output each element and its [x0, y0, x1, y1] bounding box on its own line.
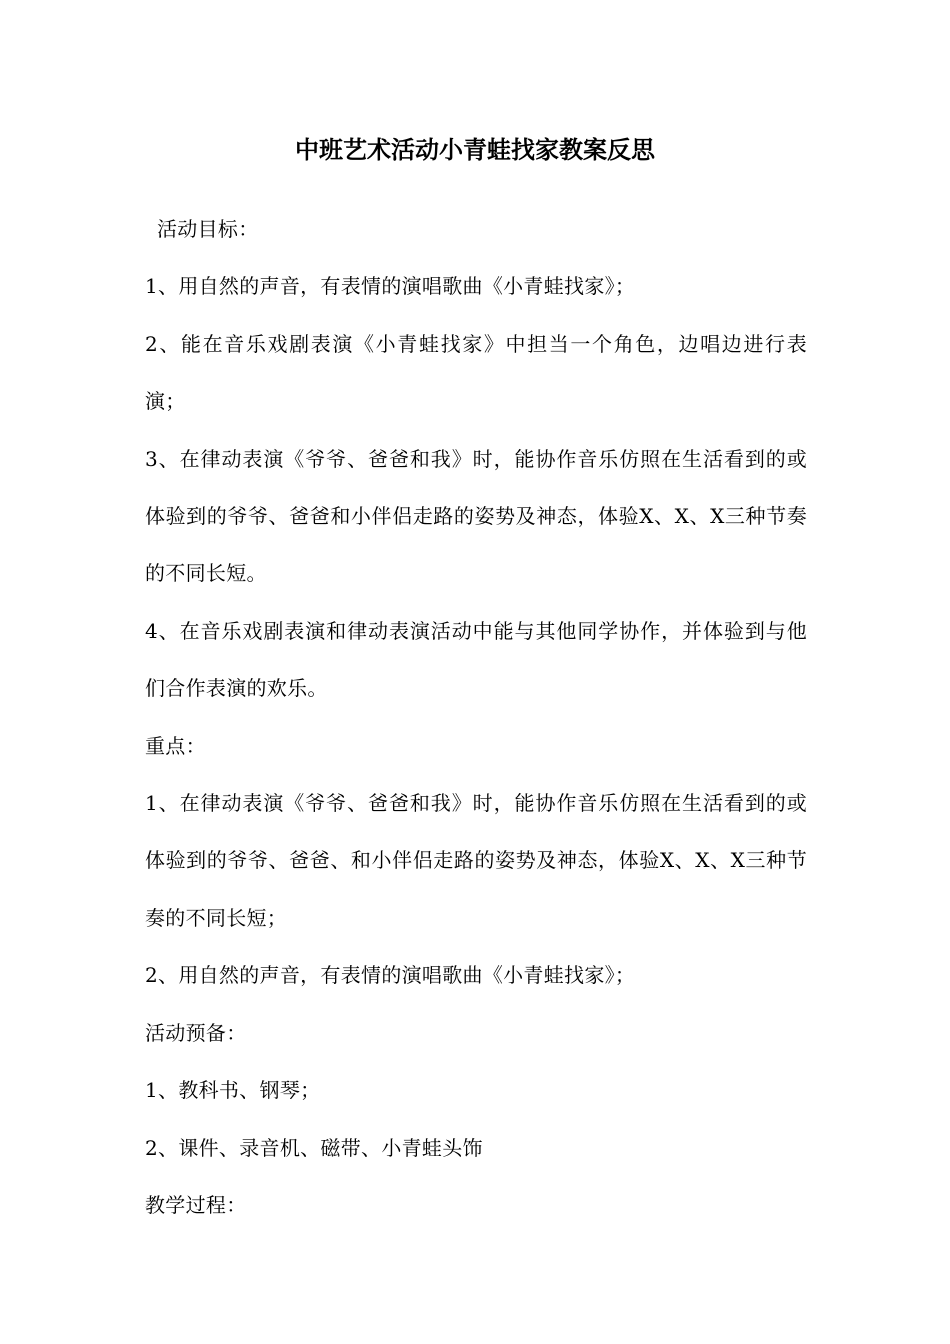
preparation-item-2: 2、课件、录音机、磁带、小青蛙头饰	[145, 1135, 483, 1160]
document-body	[145, 201, 807, 1234]
objective-item-4: 4、在音乐戏剧表演和律动表演活动中能与其他同学协作，并体验到与他们合作表演的欢乐。	[145, 618, 807, 701]
section-heading-process: 教学过程：	[145, 1192, 247, 1217]
document-title: 中班艺术活动小青蛙找家教案反思	[295, 136, 655, 164]
objective-item-3: 3、在律动表演《爷爷、爸爸和我》时，能协作音乐仿照在生活看到的或体验到的爷爷、爸爸和小伴侣走路的姿势及神态，体验X、X、X三种节奏的不同长短。	[145, 446, 807, 586]
section-heading-preparation: 活动预备：	[145, 1020, 247, 1045]
preparation-item-1: 1、教科书、钢琴；	[145, 1078, 321, 1103]
objective-item-2: 2、能在音乐戏剧表演《小青蛙找家》中担当一个角色，边唱边进行表演；	[145, 331, 807, 414]
section-heading-key-points: 重点：	[145, 733, 206, 758]
key-point-item-2: 2、用自然的声音，有表情的演唱歌曲《小青蛙找家》；	[145, 963, 636, 988]
objective-item-1: 1、用自然的声音，有表情的演唱歌曲《小青蛙找家》；	[145, 274, 636, 299]
section-heading-objectives: 活动目标：	[157, 217, 259, 241]
key-point-item-1: 1、在律动表演《爷爷、爸爸和我》时，能协作音乐仿照在生活看到的或体验到的爷爷、爸爸、和小伴侣走路的姿势及神态，体验X、X、X三种节奏的不同长短；	[145, 791, 807, 930]
